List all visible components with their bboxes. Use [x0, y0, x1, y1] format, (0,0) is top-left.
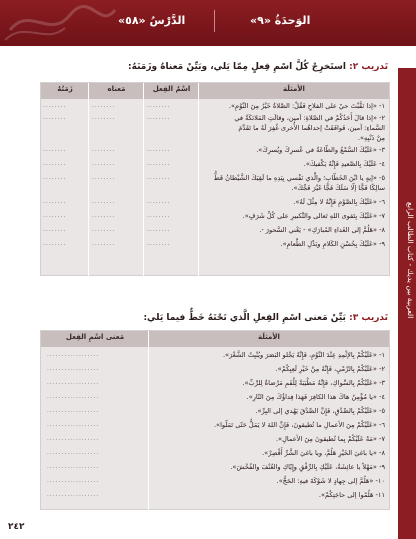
answer-blank[interactable]: ........	[43, 174, 67, 181]
answer-blank[interactable]: ........	[147, 102, 171, 109]
answer-blank[interactable]: ..................	[47, 477, 100, 484]
answer-blank[interactable]: ........	[147, 198, 171, 205]
table-row: ١- «عَلَيْكُمْ بِالإثْمِدِ عِنْدَ النَّوْمِ، فَإِنَّهُ يَجْلو البَصَرَ ويُنْبِتُ الشَّعْرَ».	[222, 351, 385, 359]
table-row: ٩- «عَلَيْكَ بِحُسْنِ الكَلامِ وبَذْلِ الطَّعامِ».	[280, 240, 385, 248]
side-tab-label: العربية بين يديك - كتاب الطالب الرابع	[406, 201, 415, 319]
table-row: ٥- «إيهٍ يا ابْنَ الخَطّابِ؛ والَّذي نَفْسي بِيَدِهِ ما لَقِيَكَ الشَّيْطانُ قَطُّ	[213, 174, 385, 182]
answer-blank[interactable]: ..................	[47, 449, 100, 456]
answer-blank[interactable]: ........	[147, 212, 171, 219]
answer-blank[interactable]: ........	[92, 102, 116, 109]
header-divider	[214, 10, 215, 32]
answer-blank[interactable]: ........	[92, 174, 116, 181]
exercise3-table	[40, 330, 390, 510]
col-meaning: مَعناه	[107, 85, 126, 93]
answer-blank[interactable]: ..................	[47, 393, 100, 400]
answer-blank[interactable]: ........	[43, 240, 67, 247]
table-row: ٢- «عَلَيْكُمْ بِالرَّمْيِ، فَإِنَّهُ مِنْ خَيْرِ لَعِبِكُمْ».	[275, 365, 385, 373]
answer-blank[interactable]: ........	[92, 240, 116, 247]
answer-blank[interactable]: ........	[43, 160, 67, 167]
exercise3-label: تَدريب ٣:	[349, 313, 388, 323]
col-examples: الأمثلَة	[283, 85, 305, 93]
divider	[143, 83, 144, 277]
answer-blank[interactable]: ..................	[47, 351, 100, 358]
table-row: ١١- هَلُمّوا إلى حاجَتِكُمْ».	[318, 491, 385, 499]
col-verb-noun: اسْمُ الفِعل	[152, 85, 191, 93]
divider	[148, 331, 149, 511]
answer-blank[interactable]: ........	[43, 198, 67, 205]
table-row: ٣- «عَلَيْكَ السَّمْعُ والطّاعَةُ في عُسرِكَ ويُسرِكَ».	[256, 146, 385, 154]
answer-blank[interactable]: ........	[147, 174, 171, 181]
answer-blank[interactable]: ........	[92, 212, 116, 219]
answer-blank[interactable]: ..................	[47, 407, 100, 414]
table-row: ٨- «هَلُمَّ إلى الغَداءِ المُبارَكِ» - يَعْني السَّحورَ -.	[259, 226, 385, 234]
exercise2-table	[40, 82, 390, 276]
answer-blank[interactable]: ........	[43, 114, 67, 121]
table-row: ١٠- «هَلُمَّ إلى جِهادٍ لا شَوْكَةَ فيهِ: الحَجُّ».	[276, 477, 385, 485]
exercise2-title	[128, 62, 388, 72]
table-row: ٩- «مَهْلاً يا عائِشَةُ، عَلَيْكِ بِالرِّفْقِ وإِيّاكِ والعُنْفَ والفُحْشَ».	[230, 463, 385, 471]
answer-blank[interactable]: ........	[92, 198, 116, 205]
table-row: السَّماءِ: آمين، فَوافَقَتْ إحداهُما الأُخرى غُفِرَ لَهُ ما تَقَدَّمَ	[238, 124, 385, 132]
page-header	[0, 0, 416, 46]
table-row: ٦- «عَلَيْكَ بِالصَّوْمِ فَإِنَّهُ لا مِثْلَ لَهُ».	[293, 198, 385, 206]
answer-blank[interactable]: ..................	[47, 463, 100, 470]
lesson-number: الدَّرْسُ «٥٨»	[118, 14, 186, 27]
answer-blank[interactable]: ..................	[47, 435, 100, 442]
answer-blank[interactable]: ........	[92, 146, 116, 153]
table-row: ٨- «يا باغيَ الخَيْرِ هَلُمَّ، ويا باغيَ الشَّرِّ أَقْصِرْ».	[262, 449, 385, 457]
table-row: مِنْ ذَنْبِهِ».	[357, 134, 385, 142]
exercise2-label: تَدريب ٢:	[349, 62, 388, 72]
col-examples: الأمثلَة	[258, 333, 280, 341]
table-row: ٣- «عَلَيْكُمْ بِالسِّواكِ، فَإِنَّهُ مَطْيَبَةٌ لِلْفَمِ مَرْضاةٌ لِلرَّبِّ».	[242, 379, 385, 387]
exercise3-instruction: بَيِّنْ مَعنى اسْمِ الفِعلِ الَّذي تَحْتَهُ خَطٌّ فيما يَلي:	[143, 313, 346, 323]
page-number: ٢٤٢	[8, 522, 25, 532]
answer-blank[interactable]: ........	[92, 114, 116, 121]
answer-blank[interactable]: ........	[92, 226, 116, 233]
answer-blank[interactable]: ........	[43, 212, 67, 219]
table-row: ٢- «إذا قالَ أَحَدُكُمْ في الصَّلاةِ: آمين، وقالَتِ المَلائكَةُ في	[234, 114, 385, 122]
table-row: ٧- «مَهْ عَلَيْكُمْ بِما تُطيقونَ مِنَ الأعمالِ».	[275, 435, 385, 443]
exercise3-title	[143, 313, 388, 323]
table-row: ٦- «عَلَيْكُمْ مِنَ الأعمالِ ما تُطيقونَ، فَإِنَّ اللهَ لا يَمَلُّ حَتّى تَمَلّوا».	[213, 421, 385, 429]
answer-blank[interactable]: ........	[43, 102, 67, 109]
answer-blank[interactable]: ..................	[47, 491, 100, 498]
unit-number: الوَحدَةُ «٩»	[250, 14, 311, 27]
table-row: ٧- «عَلَيْكَ بِتَقوى اللهِ تَعالى والتَّكبيرِ على كُلِّ شَرَفٍ».	[242, 212, 385, 220]
answer-blank[interactable]: ........	[92, 160, 116, 167]
answer-blank[interactable]: ..................	[47, 421, 100, 428]
table-row: ٤- «يا مُؤْمِنُ هاكَ هذا الكافِرَ فَهَذا فِداؤُكَ مِنَ النّارِ».	[246, 393, 385, 401]
table-row: ١- «إذا نَقَّبْتَ حيّ على الفلاحِ فَقُلْ: الصَّلاةُ خَيْرٌ مِنَ النَّوْمِ».	[228, 102, 385, 110]
answer-blank[interactable]: ..................	[47, 365, 100, 372]
exercise2-header-row	[41, 83, 389, 99]
divider	[198, 83, 199, 277]
col-tense: زَمَنُهُ	[57, 85, 73, 93]
divider	[88, 83, 89, 277]
answer-blank[interactable]: ........	[43, 146, 67, 153]
exercise2-instruction: استَخرِجْ كُلَّ اسْمِ فِعلٍ مِمّا يَلي، وبَيِّنْ مَعناهُ وزَمَنَهُ:	[128, 62, 346, 72]
table-row: سالِكًا فَجًّا إلّا سَلَكَ فَجًّا غَيْرَ فَجِّكَ».	[291, 184, 385, 192]
calligraphy-ornament	[0, 0, 120, 46]
answer-blank[interactable]: ........	[43, 226, 67, 233]
answer-blank[interactable]: ........	[147, 160, 171, 167]
answer-blank[interactable]: ........	[147, 240, 171, 247]
answer-blank[interactable]: ..................	[47, 379, 100, 386]
answer-blank[interactable]: ........	[147, 226, 171, 233]
col-meaning: مَعنى اسْمِ الفِعل	[65, 333, 125, 341]
table-row: ٥- «عَلَيْكُمْ بِالصِّدْقِ، فَإِنَّ الصِّدْقَ يَهْدي إلى البِرِّ».	[255, 407, 385, 415]
exercise3-header-row	[41, 331, 389, 347]
answer-blank[interactable]: ........	[147, 146, 171, 153]
answer-blank[interactable]: ........	[147, 114, 171, 121]
table-row: ٤- عَلَيْكَ بِالصَّعيدِ فَإِنَّهُ يَكْفيكَ».	[303, 160, 385, 168]
